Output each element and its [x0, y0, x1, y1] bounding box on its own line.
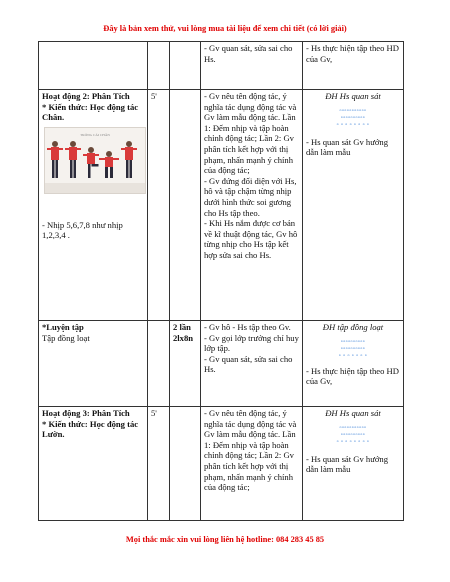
repetition-beats: 2lx8n [173, 332, 194, 343]
teacher-step: - Gv hô - Hs tập theo Gv. [204, 322, 291, 332]
preview-banner: Đây là bản xem thử, vui lòng mua tài liệu để xem chi tiết (có lời giải) [103, 24, 347, 33]
student-activity-cell [303, 407, 404, 521]
repetition-times: 2 lần [173, 322, 191, 332]
formation-dots: ▫▫▫▫▫▫▫▫▫▫ [340, 431, 366, 438]
activity-cell [39, 90, 148, 321]
table-row [39, 90, 404, 321]
student-activity-text: - Hs thực hiện tập theo HD của Gv, [306, 43, 399, 64]
student-activity-cell [303, 42, 404, 90]
activity-subtitle: * Kiến thức: Học động tác Lườn. [42, 418, 139, 440]
student-activity-text: - Hs quan sát Gv hướng dẫn làm mẫu [306, 453, 389, 475]
teacher-step: - Gv gọi lớp trưởng chỉ huy lớp tập. [204, 332, 299, 354]
student-activity-cell [303, 90, 404, 321]
activity-cell [39, 407, 148, 521]
activity-title: Hoạt động 3: Phân Tích [42, 408, 130, 418]
table-row [39, 321, 404, 407]
student-activity-text: - Hs quan sát Gv hướng dẫn làm mẫu [306, 136, 389, 158]
teacher-step: - Gv đứng đối diện với Hs, hô và tập chậm từng nhịp dưới hình thức soi gương cho Hs tập theo. [204, 175, 297, 218]
formation-dots: ▫ ▫ ▫ ▫ ▫ ▫ ▫ [338, 352, 368, 359]
table-row [39, 42, 404, 90]
teacher-activity-cell: - Gv quan sát, sửa sai cho Hs. [201, 42, 303, 90]
teacher-activity-cell [201, 321, 303, 407]
formation-dots: ▫ ▫ ▫ ▫ ▫ ▫ ▫ ▫ [336, 121, 370, 128]
formation-label: ĐH Hs quan sát [325, 91, 381, 101]
lesson-plan-table [38, 41, 404, 521]
repetition-cell [170, 321, 201, 407]
teacher-activity-cell [201, 90, 303, 321]
activity-cell [39, 321, 148, 407]
teacher-activity-cell: - Gv nêu tên động tác, ý nghĩa tác dụng động tác và Gv làm mẫu động tác. Lần 1: Đếm nhịp và tập hoàn chỉnh động tác; Lần 2: Gv phân tích kết hợp với thị phạm, nhấn mạnh ý chính của động tác; [201, 407, 303, 521]
illustration-caption: TRỐNG CÁI CHÂN [80, 132, 110, 137]
activity-title: Hoạt động 2: Phân Tích [42, 91, 130, 101]
exercise-illustration [44, 127, 146, 194]
table-row [39, 407, 404, 521]
formation-dots: ▫ ▫ ▫ ▫ ▫ ▫ ▫ ▫ [336, 438, 370, 445]
teacher-step: - Gv nêu tên động tác, ý nghĩa tác dụng động tác và Gv làm mẫu động tác. Lần 1: Đếm nhịp và tập hoàn chỉnh động tác; Lần 2: Gv phân tích kết hợp với thị phạm, nhấn mạnh ý chính của động tác; [204, 91, 297, 176]
activity-subtitle: Tập đồng loạt [42, 332, 90, 343]
student-activity-cell [303, 321, 404, 407]
exercise-figures-icon [45, 128, 145, 193]
formation-label: ĐH Hs quan sát [325, 408, 381, 418]
student-activity-text: - Hs thực hiện tập theo HD của Gv, [306, 365, 399, 387]
formation-dots: ▫▫▫▫▫▫▫▫▫▫▫ [339, 107, 367, 114]
time-cell: 5' [148, 407, 170, 521]
hotline-banner: Mọi thắc mắc xin vui lòng liên hệ hotline: 084 283 45 85 [125, 535, 325, 544]
formation-label: ĐH tập đồng loạt [322, 322, 384, 332]
activity-subtitle: * Kiến thức: Học động tác Chân. [42, 101, 139, 123]
teacher-step: - Gv quan sát, sửa sai cho Hs. [204, 353, 293, 375]
activity-title: *Luyện tập [42, 322, 84, 332]
formation-dots: ▫▫▫▫▫▫▫▫▫▫ [340, 345, 366, 352]
formation-dots: ▫▫▫▫▫▫▫▫▫▫ [340, 114, 366, 121]
time-cell: 5' [148, 90, 170, 321]
formation-dots: ▫▫▫▫▫▫▫▫▫▫▫ [339, 424, 367, 431]
formation-dots: ▫▫▫▫▫▫▫▫▫▫ [340, 338, 366, 345]
teacher-step: - Khi Hs nắm được cơ bản về kĩ thuật động tác, Gv hô từng nhịp cho Hs tập kết hợp sửa sai cho Hs. [204, 218, 298, 260]
rhythm-note: - Nhịp 5,6,7,8 như nhịp 1,2,3,4 . [42, 219, 123, 241]
